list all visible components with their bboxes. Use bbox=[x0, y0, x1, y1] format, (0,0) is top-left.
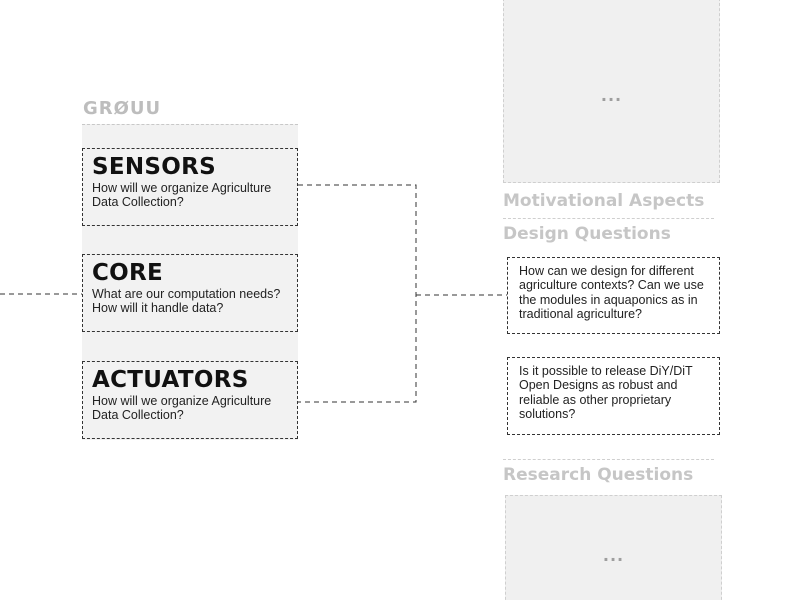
section-title-research: Research Questions bbox=[503, 465, 694, 485]
placeholder-dots: ... bbox=[600, 85, 623, 105]
module-actuators bbox=[82, 361, 298, 439]
module-core bbox=[82, 254, 298, 332]
module-sensors bbox=[82, 148, 298, 226]
module-title: CORE bbox=[92, 260, 164, 286]
placeholder-dots: ... bbox=[602, 546, 625, 565]
module-description: How will we organize Agriculture Data Collection? bbox=[92, 394, 272, 422]
section-title-motivational: Motivational Aspects bbox=[503, 191, 705, 211]
module-title: SENSORS bbox=[92, 154, 217, 180]
module-title: ACTUATORS bbox=[92, 367, 249, 393]
motivational-placeholder bbox=[503, 0, 720, 183]
bracket-connector bbox=[298, 185, 416, 402]
section-divider bbox=[503, 218, 714, 219]
design-question-1: How can we design for different agriculture contexts? Can we use the modules in aquaponics as in traditional agriculture? bbox=[507, 257, 720, 334]
grouu-logo: GRØUU bbox=[83, 98, 162, 119]
section-title-design: Design Questions bbox=[503, 224, 671, 244]
design-question-2: Is it possible to release DiY/DiT Open Designs as robust and reliable as other proprietary solutions? bbox=[507, 357, 720, 435]
research-placeholder bbox=[505, 495, 722, 600]
section-divider bbox=[503, 459, 714, 460]
module-description: How will we organize Agriculture Data Collection? bbox=[92, 181, 272, 209]
module-description: What are our computation needs? How will it handle data? bbox=[92, 287, 281, 315]
